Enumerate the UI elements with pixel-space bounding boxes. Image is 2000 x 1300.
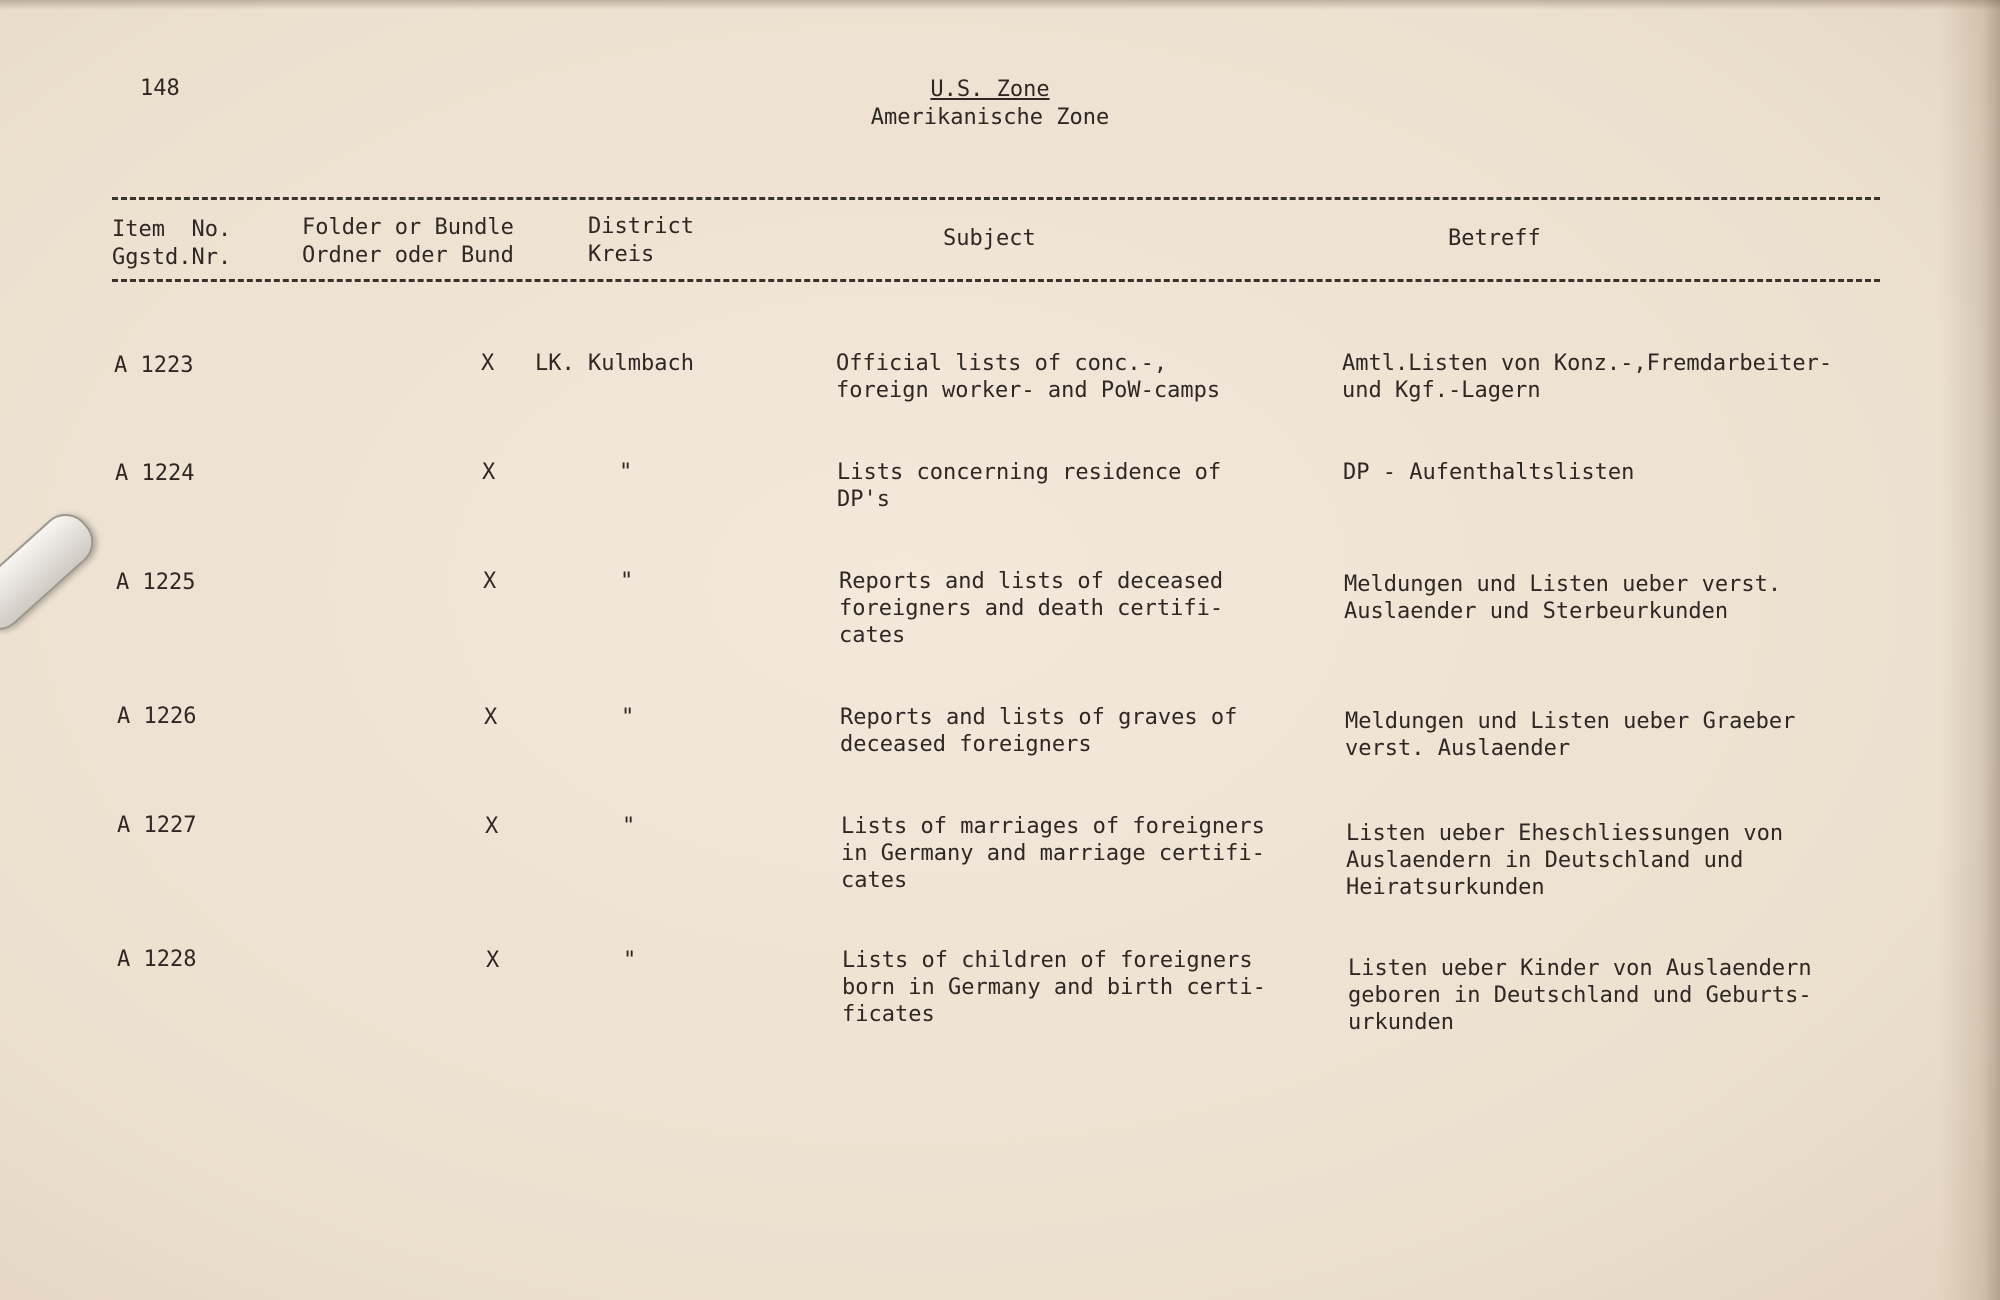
header-item-no-de: Ggstd.Nr. — [112, 245, 232, 270]
header-district-de: Kreis — [588, 242, 655, 267]
header-folder-de: Ordner oder Bund — [302, 243, 514, 268]
page-title — [790, 76, 1190, 132]
row-1-subject: Official lists of conc.-, foreign worker- and PoW-camps — [836, 351, 1221, 403]
row-5-folder: X — [485, 814, 499, 839]
row-2-betreff: DP - Aufenthaltslisten — [1343, 460, 1635, 485]
row-4-betreff: Meldungen und Listen ueber Graeber verst. Auslaender — [1345, 709, 1796, 761]
row-5-betreff: Listen ueber Eheschliessungen von Auslaendern in Deutschland und Heiratsurkunden — [1346, 821, 1784, 900]
header-betreff: Betreff — [1448, 226, 1541, 251]
title-german: Amerikanische Zone — [870, 105, 1110, 130]
row-1-item: A 1223 — [114, 353, 194, 378]
row-6-subject: Lists of children of foreigners born in Germany and birth certi- ficates — [842, 948, 1266, 1027]
header-folder-en: Folder or Bundle — [302, 215, 514, 240]
page-right-shadow — [1940, 0, 2000, 1300]
row-3-subject: Reports and lists of deceased foreigners and death certifi- cates — [839, 569, 1224, 648]
row-6-item: A 1228 — [117, 947, 197, 972]
paper-clip-icon — [0, 504, 104, 640]
row-5-district: " — [622, 814, 636, 839]
row-6-district: " — [623, 948, 637, 973]
row-6-folder: X — [486, 948, 500, 973]
row-2-district: " — [619, 460, 633, 485]
header-subject: Subject — [943, 226, 1036, 251]
row-3-betreff: Meldungen und Listen ueber verst. Auslaender und Sterbeurkunden — [1344, 572, 1782, 624]
row-5-item: A 1227 — [117, 813, 197, 838]
row-5-subject: Lists of marriages of foreigners in Germany and marriage certifi- cates — [841, 814, 1265, 893]
header-top-rule — [112, 197, 1880, 200]
row-2-subject: Lists concerning residence of DP's — [837, 460, 1222, 512]
header-item-no — [112, 216, 231, 272]
page-number: 148 — [140, 76, 180, 101]
row-4-item: A 1226 — [117, 704, 197, 729]
row-3-item: A 1225 — [116, 570, 196, 595]
row-3-district: " — [620, 569, 634, 594]
row-3-folder: X — [483, 569, 497, 594]
page-top-shadow — [0, 0, 2000, 10]
header-folder — [302, 214, 514, 270]
row-4-folder: X — [484, 705, 498, 730]
row-1-folder: X — [481, 351, 495, 376]
header-district-en: District — [588, 214, 694, 239]
header-item-no-en: Item No. — [112, 217, 232, 242]
row-2-item: A 1224 — [115, 461, 195, 486]
row-4-subject: Reports and lists of graves of deceased foreigners — [840, 705, 1238, 757]
row-6-betreff: Listen ueber Kinder von Auslaendern geboren in Deutschland und Geburts- urkunden — [1348, 956, 1812, 1035]
row-2-folder: X — [482, 460, 496, 485]
row-1-district: LK. Kulmbach — [535, 351, 694, 376]
title-english: U.S. Zone — [930, 77, 1050, 102]
row-4-district: " — [621, 705, 635, 730]
header-district — [588, 213, 694, 269]
header-bottom-rule — [112, 279, 1880, 282]
row-1-betreff: Amtl.Listen von Konz.-,Fremdarbeiter- und Kgf.-Lagern — [1342, 351, 1833, 403]
